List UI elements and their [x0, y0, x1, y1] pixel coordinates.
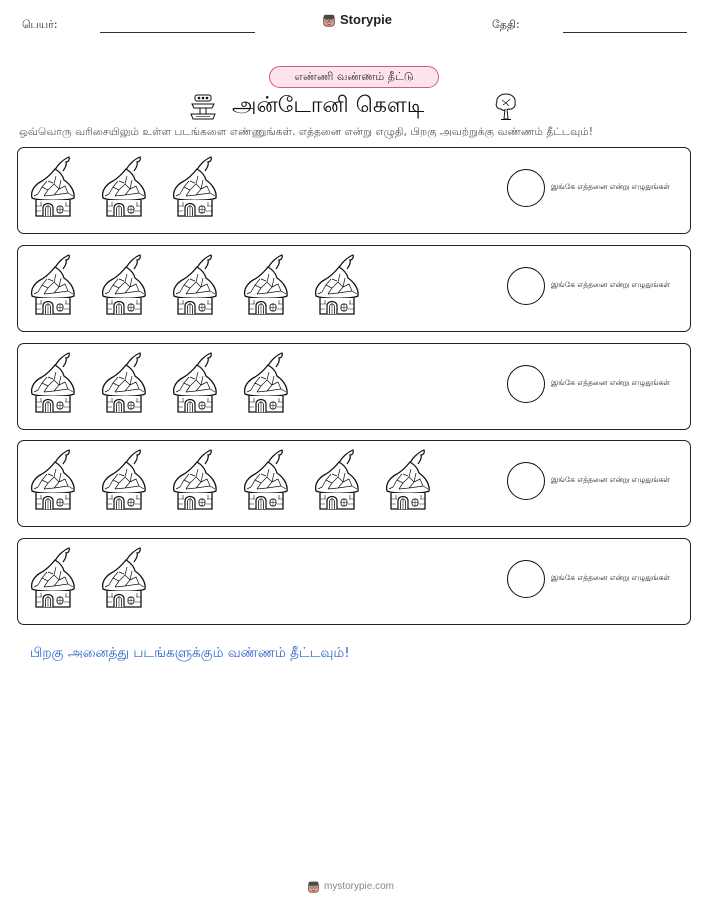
mushroom-house-icon[interactable]: [28, 352, 78, 414]
mushroom-house-icon[interactable]: [99, 449, 149, 511]
name-label: பெயர்:: [22, 18, 58, 31]
mushroom-house-icon[interactable]: [170, 449, 220, 511]
instructions: ஒவ்வொரு வரிசையிலும் உள்ள படங்களை எண்ணுங்கள். எத்தனை என்று எழுதி, பிறகு அவற்றுக்கு வண்ணம் தீட்டவும்!: [19, 126, 594, 138]
mushroom-house-icon[interactable]: [241, 449, 291, 511]
date-field[interactable]: [563, 32, 687, 33]
mushroom-house-icon[interactable]: [170, 352, 220, 414]
counting-row: [17, 147, 691, 234]
counting-row: [17, 245, 691, 332]
picture-group: [28, 254, 362, 316]
mushroom-house-icon[interactable]: [28, 254, 78, 316]
count-label: இங்கே எத்தனை என்று எழுதுங்கள்: [551, 182, 671, 191]
footer-site: mystorypie.com: [324, 881, 395, 892]
storypie-mascot-icon: [307, 880, 320, 893]
storypie-mascot-icon: [322, 13, 336, 27]
count-answer-circle[interactable]: [507, 365, 545, 403]
title-row: [0, 90, 709, 124]
brand-logo: [322, 12, 392, 27]
mushroom-house-icon[interactable]: [241, 352, 291, 414]
mushroom-house-icon[interactable]: [99, 547, 149, 609]
brand-name: Storypie: [340, 12, 393, 27]
picture-group: [28, 156, 220, 218]
mushroom-house-icon[interactable]: [28, 547, 78, 609]
count-label: இங்கே எத்தனை என்று எழுதுங்கள்: [551, 378, 671, 387]
page-title: அன்டோனி கௌடி: [232, 93, 425, 118]
picture-group: [28, 352, 291, 414]
count-label: இங்கே எத்தனை என்று எழுதுங்கள்: [551, 573, 671, 582]
count-label: இங்கே எத்தனை என்று எழுதுங்கள்: [551, 280, 671, 289]
footer-note: பிறகு அனைத்து படங்களுக்கும் வண்ணம் தீட்டவும்!: [30, 645, 350, 661]
count-answer-circle[interactable]: [507, 560, 545, 598]
mushroom-house-icon[interactable]: [99, 156, 149, 218]
counting-row: [17, 440, 691, 527]
date-label: தேதி:: [492, 18, 520, 31]
count-answer-circle[interactable]: [507, 169, 545, 207]
mushroom-house-icon[interactable]: [312, 449, 362, 511]
mushroom-house-icon[interactable]: [99, 254, 149, 316]
picture-group: [28, 547, 149, 609]
count-label: இங்கே எத்தனை என்று எழுதுங்கள்: [551, 475, 671, 484]
fountain-icon: [188, 92, 218, 122]
picture-group: [28, 449, 433, 511]
counting-row: [17, 343, 691, 430]
mushroom-house-icon[interactable]: [28, 156, 78, 218]
tree-icon: [494, 92, 518, 122]
mushroom-house-icon[interactable]: [28, 449, 78, 511]
counting-row: [17, 538, 691, 625]
count-answer-circle[interactable]: [507, 462, 545, 500]
count-answer-circle[interactable]: [507, 267, 545, 305]
mushroom-house-icon[interactable]: [241, 254, 291, 316]
worksheet-tag: எண்ணி வண்ணம் தீட்டு: [269, 66, 439, 88]
mushroom-house-icon[interactable]: [312, 254, 362, 316]
mushroom-house-icon[interactable]: [170, 156, 220, 218]
mushroom-house-icon[interactable]: [170, 254, 220, 316]
mushroom-house-icon[interactable]: [99, 352, 149, 414]
name-field[interactable]: [100, 32, 255, 33]
mushroom-house-icon[interactable]: [383, 449, 433, 511]
footer-brand: [307, 880, 394, 893]
